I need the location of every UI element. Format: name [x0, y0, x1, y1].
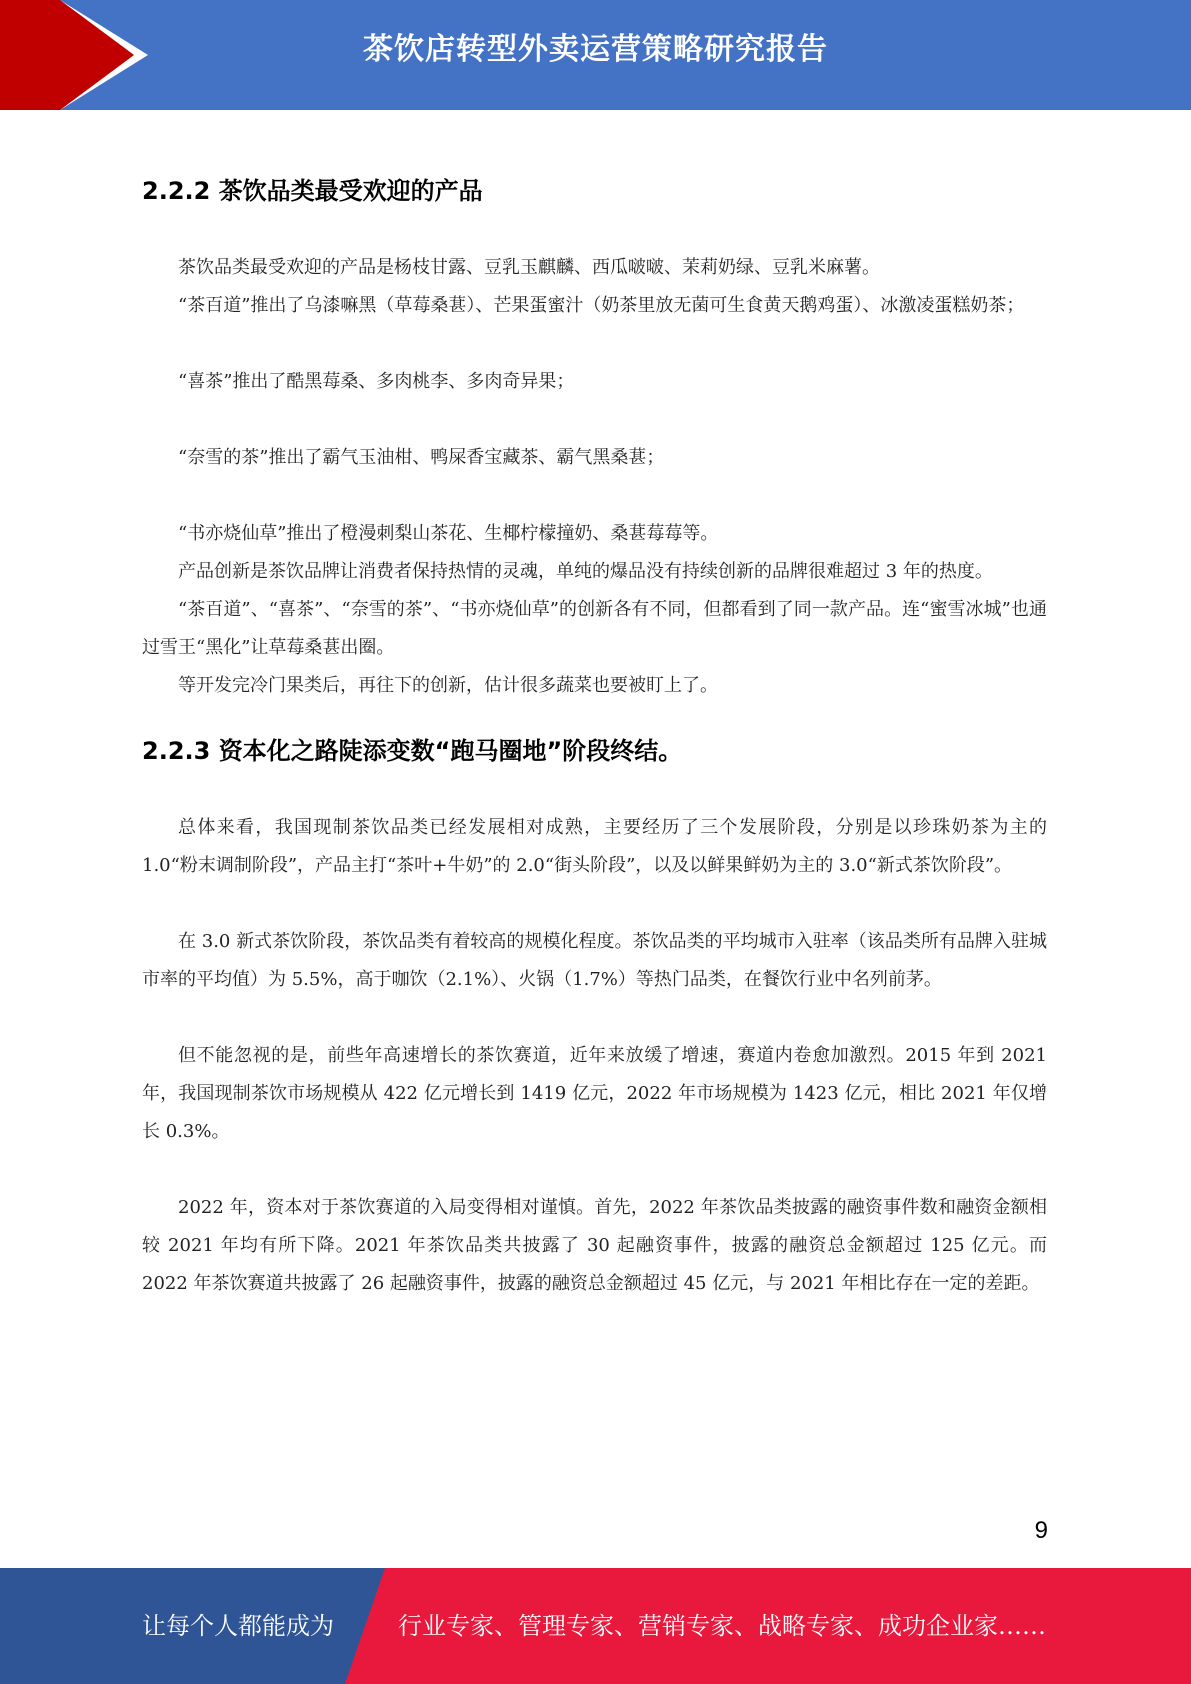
paragraph: “喜茶”推出了酷黑莓桑、多肉桃李、多肉奇异果；: [178, 371, 575, 392]
paragraph: 总体来看，我国现制茶饮品类已经发展相对成熟，主要经历了三个发展阶段，分别是以珍珠奶茶为主的 1.0“粉末调制阶段”，产品主打“茶叶+牛奶”的 2.0“街头阶段”，以及以鲜果鲜奶为主的 3.0“新式茶饮阶段”。: [142, 817, 1047, 876]
section-heading-2-2-2: 2.2.2 茶饮品类最受欢迎的产品: [142, 177, 483, 205]
footer-slogan-right: 行业专家、管理专家、营销专家、战略专家、成功企业家……: [398, 1612, 1046, 1640]
paragraph: 2022 年，资本对于茶饮赛道的入局变得相对谨慎。首先，2022 年茶饮品类披露的融资事件数和融资金额相较 2021 年均有所下降。2021 年茶饮品类共披露了 30 起融资事件，披露的融资总金额超过 125 亿元。而 2022 年茶饮赛道共披露了 26 起融资事件，披露的融资总金额超过 45 亿元，与 2021 年相比存在一定的差距。: [142, 1197, 1047, 1294]
footer-slogan-left: 让每个人都能成为: [142, 1612, 334, 1640]
page-content: [142, 150, 1047, 1303]
page-number: 9: [1034, 1517, 1048, 1544]
report-header-banner: [0, 0, 1191, 110]
paragraph: “茶百道”推出了乌漆嘛黑（草莓桑葚）、芒果蛋蜜汁（奶茶里放无菌可生食黄天鹅鸡蛋）、冰激凌蛋糕奶茶；: [178, 295, 1025, 316]
paragraph: 在 3.0 新式茶饮阶段，茶饮品类有着较高的规模化程度。茶饮品类的平均城市入驻率（该品类所有品牌入驻城市率的平均值）为 5.5%，高于咖饮（2.1%）、火锅（1.7%）等热门品类，在餐饮行业中名列前茅。: [142, 931, 1047, 990]
paragraph: 产品创新是茶饮品牌让消费者保持热情的灵魂，单纯的爆品没有持续创新的品牌很难超过 3 年的热度。: [178, 561, 993, 582]
paragraph: 等开发完冷门果类后，再往下的创新，估计很多蔬菜也要被盯上了。: [178, 675, 718, 696]
paragraph: 但不能忽视的是，前些年高速增长的茶饮赛道，近年来放缓了增速，赛道内卷愈加激烈。2015 年到 2021 年，我国现制茶饮市场规模从 422 亿元增长到 1419 亿元，2022 年市场规模为 1423 亿元，相比 2021 年仅增长 0.3%。: [142, 1045, 1047, 1142]
section-heading-2-2-3: 2.2.3 资本化之路陡添变数“跑马圈地”阶段终结。: [142, 737, 683, 765]
paragraph: “奈雪的茶”推出了霸气玉油柑、鸭屎香宝藏茶、霸气黑桑葚；: [178, 447, 665, 468]
paragraph: 茶饮品类最受欢迎的产品是杨枝甘露、豆乳玉麒麟、西瓜啵啵、茉莉奶绿、豆乳米麻薯。: [178, 257, 880, 278]
footer-banner: [0, 1568, 1191, 1684]
paragraph: “书亦烧仙草”推出了橙漫刺梨山茶花、生椰柠檬撞奶、桑葚莓莓等。: [178, 523, 719, 544]
report-title: 茶饮店转型外卖运营策略研究报告: [363, 32, 828, 67]
paragraph: “茶百道”、“喜茶”、“奈雪的茶”、“书亦烧仙草”的创新各有不同，但都看到了同一款产品。连“蜜雪冰城”也通过雪王“黑化”让草莓桑葚出圈。: [142, 599, 1047, 658]
